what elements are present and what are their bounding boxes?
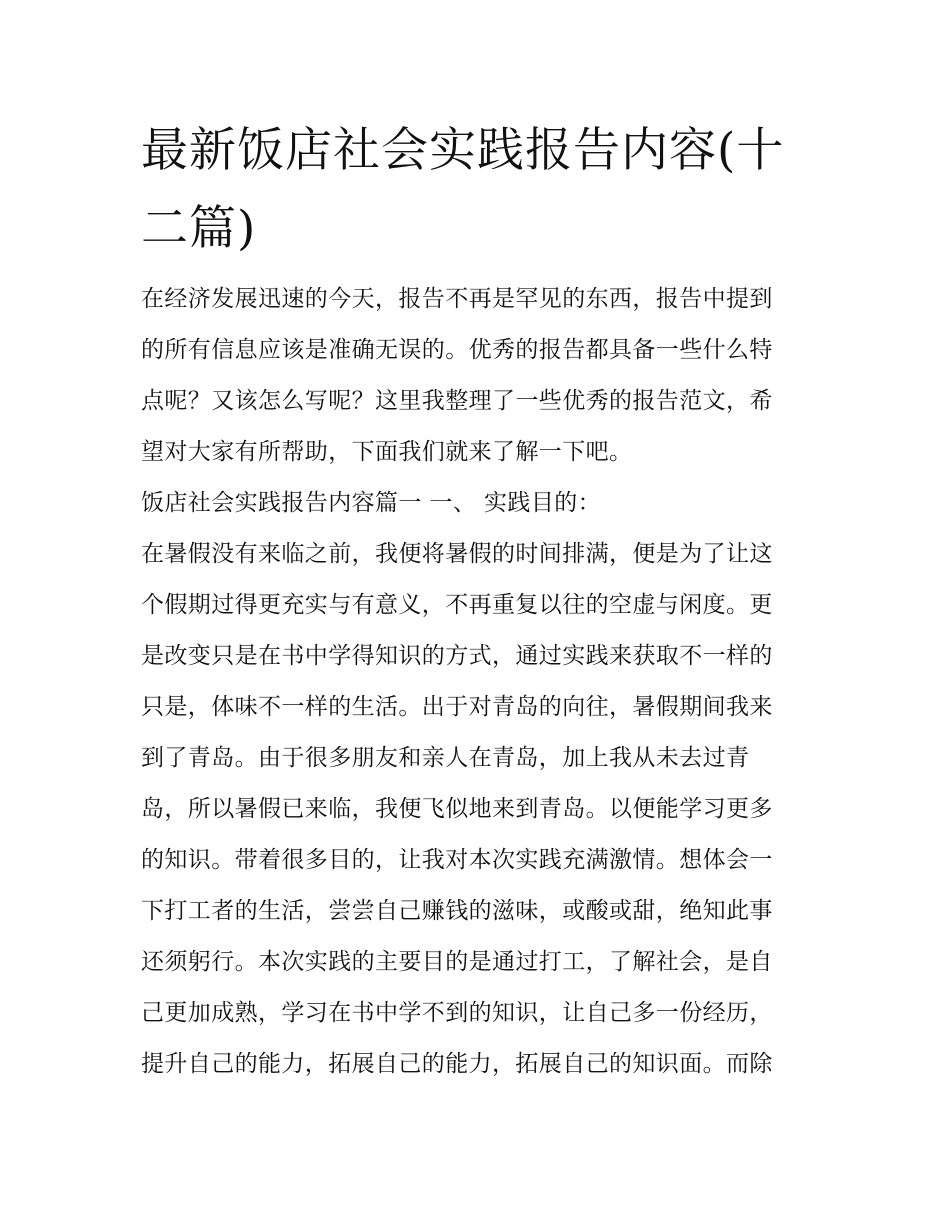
section-heading [141, 478, 813, 529]
title-line: 最新饭店社会实践报告内容(十 [141, 123, 785, 178]
text-line: 只是，体味不一样的生活。出于对青岛的向往，暑假期间我来 [141, 694, 773, 720]
text-line: 提升自己的能力，拓展自己的能力，拓展自己的知识面。而除 [141, 1051, 773, 1077]
title-line: 二篇) [141, 201, 257, 256]
page-title [141, 112, 813, 268]
section-heading-text: 饭店社会实践报告内容篇一 一、 实践目的： [141, 490, 602, 516]
text-line: 还须躬行。本次实践的主要目的是通过打工，了解社会，是自 [141, 949, 773, 975]
text-line: 的所有信息应该是准确无误的。优秀的报告都具备一些什么特 [141, 337, 773, 363]
text-line: 下打工者的生活，尝尝自己赚钱的滋味，或酸或甜，绝知此事 [141, 898, 773, 924]
text-line: 是改变只是在书中学得知识的方式，通过实践来获取不一样的 [141, 643, 773, 669]
text-line: 个假期过得更充实与有意义，不再重复以往的空虚与闲度。更 [141, 592, 773, 618]
text-line: 在经济发展迅速的今天，报告不再是罕见的东西，报告中提到 [141, 286, 773, 312]
intro-paragraph [141, 274, 813, 478]
body-paragraph [141, 529, 813, 1090]
text-line: 岛，所以暑假已来临，我便飞似地来到青岛。以便能学习更多 [141, 796, 773, 822]
text-line: 在暑假没有来临之前，我便将暑假的时间排满，便是为了让这 [141, 541, 773, 567]
text-line: 己更加成熟，学习在书中学不到的知识，让自己多一份经历， [141, 1000, 773, 1026]
text-line: 点呢？又该怎么写呢？这里我整理了一些优秀的报告范文，希 [141, 388, 773, 414]
document-content [141, 112, 813, 1090]
text-line: 到了青岛。由于很多朋友和亲人在青岛，加上我从未去过青 [141, 745, 750, 771]
text-line: 的知识。带着很多目的，让我对本次实践充满激情。想体会一 [141, 847, 773, 873]
text-line: 望对大家有所帮助，下面我们就来了解一下吧。 [141, 439, 633, 465]
